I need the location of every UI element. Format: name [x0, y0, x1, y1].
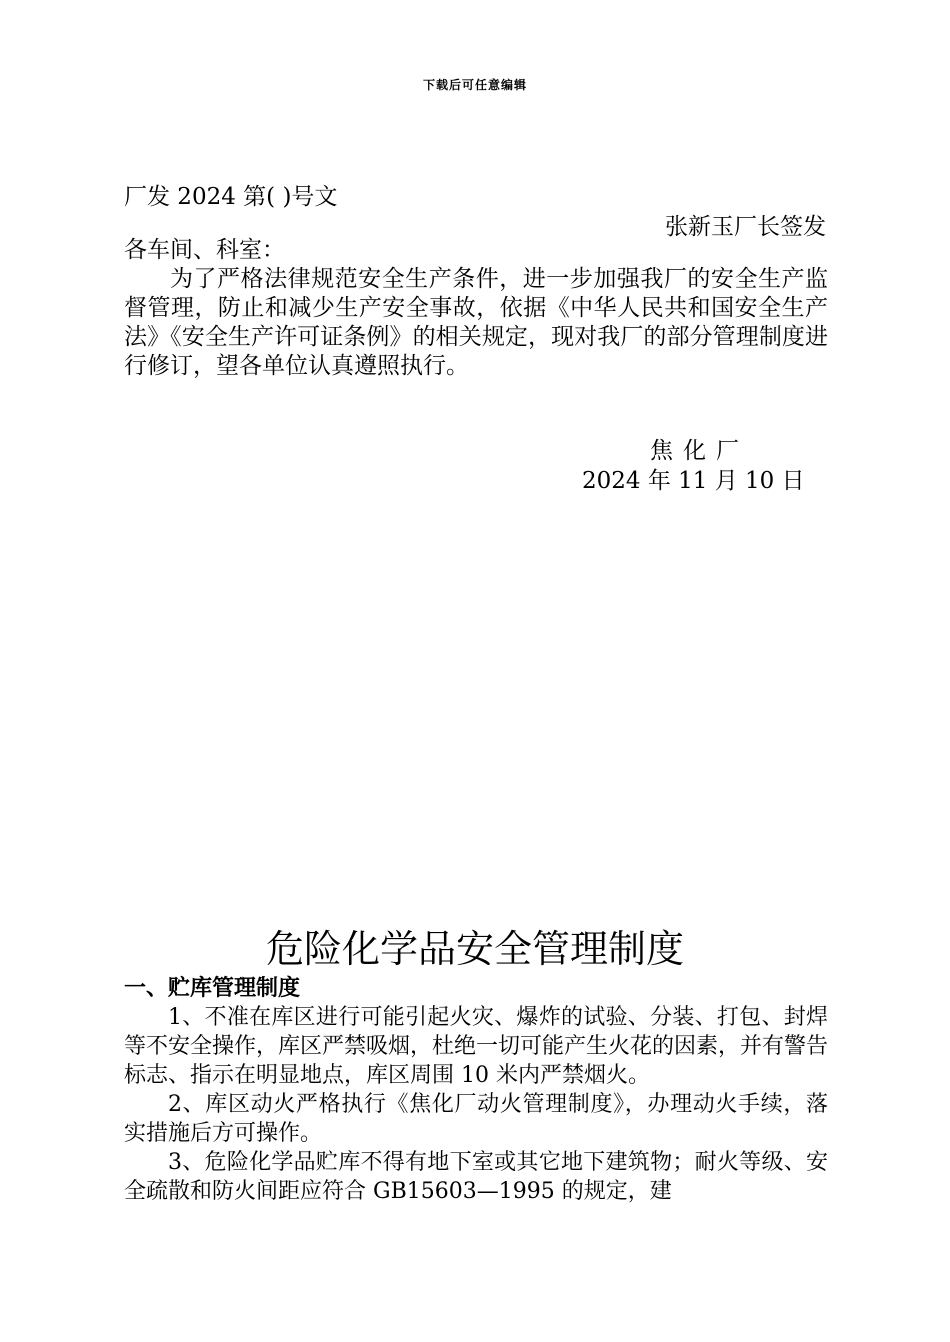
paragraph: 3、危险化学品贮库不得有地下室或其它地下建筑物；耐火等级、安全疏散和防火间距应符合 GB15603—1995 的规定，建 [124, 1150, 828, 1204]
issuer: 焦化厂 [650, 438, 749, 464]
salutation: 各车间、科室： [124, 237, 285, 263]
header-note: 下载后可任意编辑 [422, 78, 527, 92]
notice-body: 为了严格法律规范安全生产条件，进一步加强我厂的安全生产监督管理，防止和减少生产安全事故，依据《中华人民共和国安全生产法》《安全生产许可证条例》的相关规定，现对我厂的部分管理制度进行修订，望各单位认真遵照执行。 [124, 266, 828, 379]
section-heading: 一、贮库管理制度 [124, 976, 301, 1001]
signer: 张新玉厂长签发 [665, 214, 826, 240]
document-number: 厂发 2024 第( )号文 [124, 184, 338, 210]
regulation-title: 危险化学品安全管理制度 [265, 927, 684, 971]
notice-letter [124, 236, 828, 381]
section-storage [124, 974, 828, 1206]
issue-date: 2024 年 11 月 10 日 [582, 468, 805, 494]
paragraph: 1、不准在库区进行可能引起火灾、爆炸的试验、分装、打包、封焊等不安全操作，库区严禁吸烟，杜绝一切可能产生火花的因素，并有警告标志、指示在明显地点，库区周围 10 米内严禁烟火。 [124, 1005, 829, 1088]
paragraph: 2、库区动火严格执行《焦化厂动火管理制度》，办理动火手续，落实措施后方可操作。 [124, 1092, 828, 1146]
